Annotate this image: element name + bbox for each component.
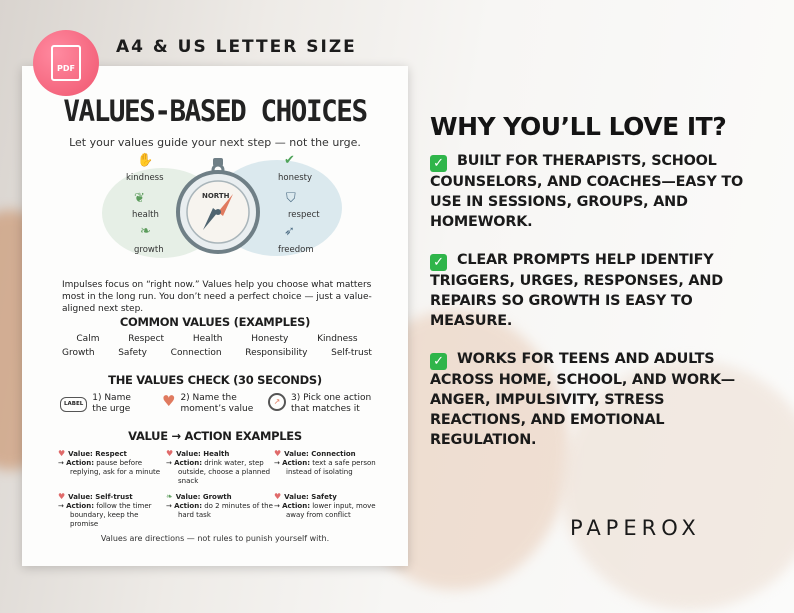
label-tag-icon: LABEL [60,397,87,412]
value-label-kindness: kindness [126,173,164,183]
example-action: lower input, move away from conflict [286,502,376,519]
values-check-step-2 [162,393,253,415]
example-respect: ♥ Value: Respect → Action: pause before replying, ask for a minute [58,449,161,476]
action-prefix: Action: [174,459,202,467]
examples-heading: VALUE → ACTION EXAMPLES [128,429,302,443]
feature-bullet-2 [430,250,760,331]
step-text: that matches it [291,404,360,414]
feature-bullet-1 [430,151,760,232]
action-prefix: Action: [282,502,310,510]
value-word: Kindness [317,334,358,344]
values-check-heading: THE VALUES CHECK (30 SECONDS) [108,373,322,387]
example-action: text a safe person instead of isolating [286,459,376,476]
step-label: 3) Pick one action [291,393,372,403]
why-heading: WHY YOU’LL LOVE IT? [430,112,727,141]
feature-text: WORKS FOR TEENS AND ADULTS ACROSS HOME, SCHOOL, AND WORK—ANGER, IMPULSIVITY, STRESS REACTIONS, AND EMOTIONAL REGULATION. [430,351,735,448]
common-values-heading: COMMON VALUES (EXAMPLES) [119,315,311,329]
action-prefix: Action: [66,502,94,510]
example-action: pause before replying, ask for a minute [70,459,161,476]
heart-icon: ♥ [58,492,66,501]
check-mark-icon: ✓ [430,155,447,172]
value-label-growth: growth [134,245,164,255]
values-check-step-1 [60,393,131,415]
action-prefix: Action: [174,502,202,510]
sprout-icon: ❧ [140,224,151,239]
worksheet-preview [22,66,408,566]
example-value: Value: Self-trust [68,493,133,501]
action-prefix: Action: [282,459,310,467]
value-word: Self-trust [331,348,372,358]
step-text: the urge [92,404,131,414]
compass-north-label: NORTH [202,192,230,200]
bird-icon: ➶ [284,224,295,239]
value-word: Health [192,334,223,344]
step-label: 2) Name the [180,393,237,403]
feature-bullet-3 [430,349,760,450]
heart-icon: ♥ [58,449,66,458]
intro-paragraph: Impulses focus on “right now.” Values help you choose what matters most in the long run. You don’t need a perfect choice — just a value-aligned next step. [62,280,372,314]
example-value: Value: Respect [68,450,127,458]
heart-icon: ♥ [274,492,282,501]
example-self-trust: ♥ Value: Self-trust → Action: follow the timer boundary, keep the promise [58,492,152,528]
compass-small-icon: ↗ [268,393,286,411]
worksheet-title: VALUES-BASED CHOICES [63,94,367,128]
value-word: Safety [118,348,148,358]
step-text: moment’s value [180,404,254,414]
example-safety: ♥ Value: Safety → Action: lower input, move away from conflict [274,492,376,519]
feature-text: BUILT FOR THERAPISTS, SCHOOL COUNSELORS, AND COACHES—EASY TO USE IN SESSIONS, GROUPS, AND HOMEWORK. [430,153,744,230]
check-mark-icon: ✓ [430,353,447,370]
values-check-step-3 [268,393,371,415]
hand-icon: ✋ [137,153,154,168]
compass-icon [175,158,261,254]
value-word: Calm [76,334,100,344]
value-label-respect: respect [288,210,320,220]
value-word: Honesty [251,334,289,344]
example-health: ♥ Value: Health → Action: drink water, step outside, choose a planned snack [166,449,271,485]
example-growth: ❧ Value: Growth → Action: do 2 minutes of the hard task [166,492,273,519]
heart-icon: ♥ [274,449,282,458]
leaf-icon: ❦ [134,191,145,206]
example-value: Value: Health [176,450,230,458]
example-value: Value: Growth [175,493,232,501]
common-values-row-1 [62,334,372,344]
example-action: do 2 minutes of the hard task [178,502,273,519]
feature-text: CLEAR PROMPTS HELP IDENTIFY TRIGGERS, URGES, RESPONSES, AND REPAIRS SO GROWTH IS EASY TO MEASURE. [430,252,723,329]
brand-logo: PAPEROX [570,516,701,540]
common-values-row-2 [62,348,372,358]
checkmark-icon: ✔ [284,153,295,168]
example-action: follow the timer boundary, keep the promise [70,502,152,528]
compass-illustration [92,154,342,266]
pdf-file-icon [51,45,81,81]
size-heading: A4 & US LETTER SIZE [116,37,357,57]
value-label-health: health [132,210,159,220]
example-value: Value: Connection [284,450,356,458]
step-label: 1) Name [92,393,131,403]
worksheet-subtitle: Let your values guide your next step — not the urge. [69,136,361,149]
sprout-icon: ❧ [166,492,173,501]
pdf-badge [33,30,99,96]
check-mark-icon: ✓ [430,254,447,271]
example-connection: ♥ Value: Connection → Action: text a safe person instead of isolating [274,449,376,476]
value-word: Responsibility [245,348,308,358]
value-word: Growth [62,348,95,358]
worksheet-footer: Values are directions — not rules to punish yourself with. [100,534,330,543]
action-prefix: Action: [66,459,94,467]
heart-icon: ♥ [162,392,176,410]
value-word: Connection [170,348,222,358]
shield-icon: ⛉ [286,191,296,206]
value-label-freedom: freedom [278,245,314,255]
heart-icon: ♥ [166,449,174,458]
value-word: Respect [128,334,165,344]
example-value: Value: Safety [284,493,337,501]
value-label-honesty: honesty [278,173,312,183]
pdf-badge-label: PDF [57,64,75,73]
example-action: drink water, step outside, choose a planned snack [178,459,271,485]
